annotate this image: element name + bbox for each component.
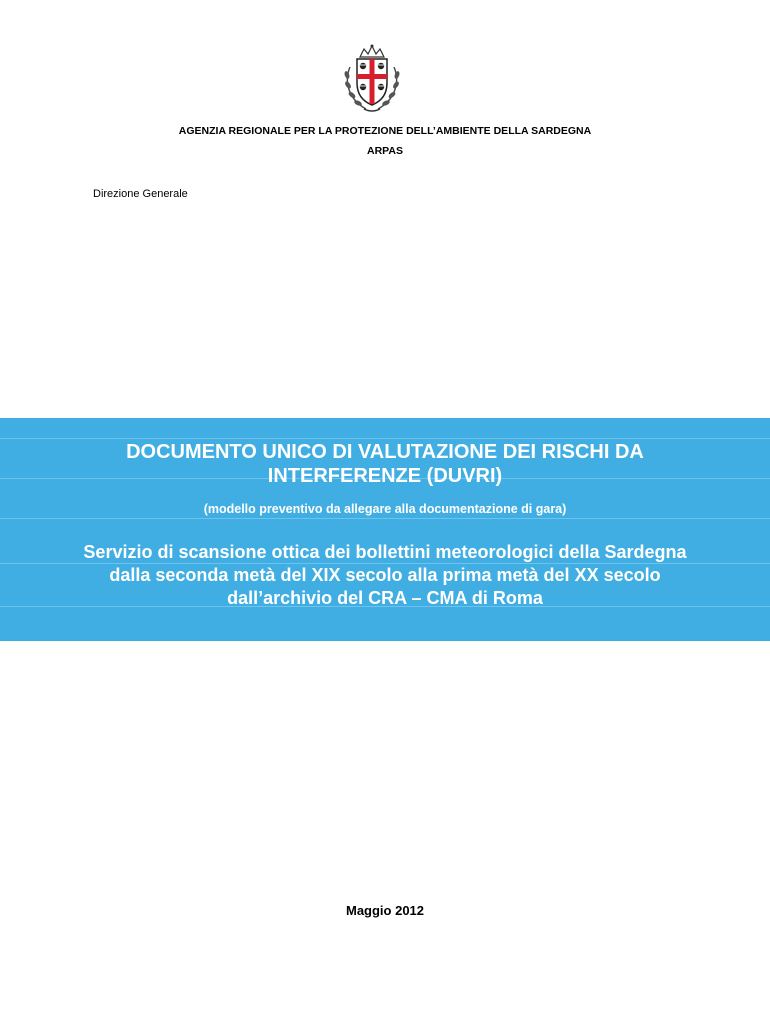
service-line: dalla seconda metà del XIX secolo alla prima metà del XX secolo — [109, 565, 661, 585]
document-title — [0, 440, 770, 488]
band-divider — [0, 518, 770, 519]
agency-name: AGENZIA REGIONALE PER LA PROTEZIONE DELL’AMBIENTE DELLA SARDEGNA — [178, 125, 592, 137]
agency-acronym: ARPAS — [367, 145, 403, 157]
document-date: Maggio 2012 — [345, 903, 425, 918]
service-line: Servizio di scansione ottica dei bollettini meteorologici della Sardegna — [83, 542, 687, 562]
document-title-line: DOCUMENTO UNICO DI VALUTAZIONE DEI RISCHI DA — [126, 441, 644, 463]
document-subtitle: (modello preventivo da allegare alla documentazione di gara) — [203, 502, 567, 516]
band-divider — [0, 438, 770, 439]
sardinia-coat-of-arms-icon — [336, 43, 408, 115]
service-line: dall’archivio del CRA – CMA di Roma — [227, 588, 543, 608]
document-title-line: INTERFERENZE (DUVRI) — [267, 465, 503, 487]
department-label: Direzione Generale — [93, 188, 188, 200]
service-description — [0, 541, 770, 610]
